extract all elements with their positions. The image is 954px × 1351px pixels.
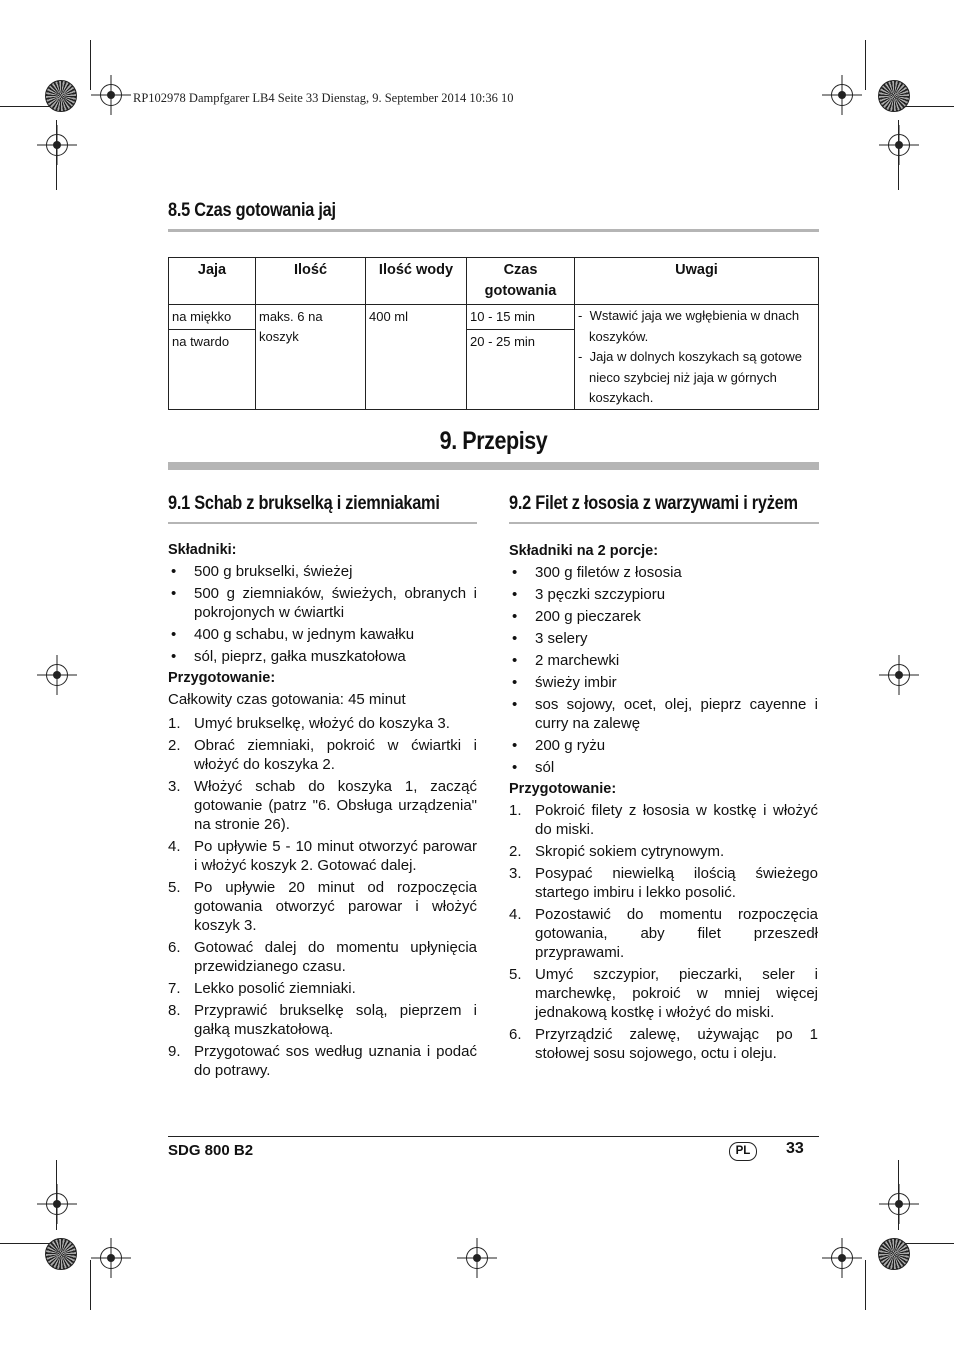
list-item: 9. Przygotować sos według uznania i podać do potrawy. (168, 1043, 477, 1079)
list-item: • 3 pęczki szczypioru (509, 585, 818, 604)
list-item: 1. Umyć brukselkę, włożyć do koszyka 3. (168, 715, 450, 732)
color-star-icon (878, 1238, 910, 1270)
list-item: • 300 g filetów z łososia (509, 563, 818, 582)
ingredients-list (168, 562, 477, 666)
chapter-divider (168, 462, 819, 470)
list-item: • 200 g ryżu (509, 736, 818, 755)
table-header-row (169, 258, 819, 305)
recipe-92 (509, 539, 818, 1066)
list-item: • 500 g brukselki, świeżej (168, 562, 477, 581)
recipe-divider (509, 522, 819, 524)
time-cell (467, 305, 575, 410)
notes-cell (575, 305, 819, 410)
registration-mark-icon (831, 1247, 853, 1269)
list-item: • sól (509, 758, 818, 777)
chapter-title: 9. Przepisy (439, 427, 548, 455)
list-item: 7. Lekko posolić ziemniaki. (168, 980, 356, 997)
registration-mark-icon (831, 84, 853, 106)
registration-mark-icon (46, 664, 68, 686)
note-item: - Jaja w dolnych koszykach są gotowe nieco szybciej niż jaja w górnych koszykach. (578, 349, 803, 405)
color-star-icon (45, 1238, 77, 1270)
list-item: 2. Skropić sokiem cytrynowym. (509, 843, 725, 860)
section-divider (168, 229, 819, 232)
list-item: • sól, pieprz, gałka muszkatołowa (168, 647, 477, 666)
steps-list (509, 801, 818, 1063)
registration-mark-icon (888, 664, 910, 686)
registration-mark-icon (100, 84, 122, 106)
table-header-cell: Ilość wody (366, 258, 467, 305)
list-item: • 500 g ziemniaków, świeżych, obranych i pokrojonych w ćwiartki (168, 584, 477, 622)
language-badge: PL (729, 1142, 757, 1161)
recipe-divider (168, 522, 477, 524)
color-star-icon (45, 80, 77, 112)
footer-divider (168, 1136, 819, 1137)
list-item: 4. Pozostawić do momentu rozpoczęcia gotowania, aby filet przeszedł przyprawami. (509, 906, 818, 961)
ingredients-label: Składniki: (168, 542, 237, 558)
registration-mark-icon (100, 1247, 122, 1269)
list-item: 3. Posypać niewielką ilością świeżego startego imbiru i lekko posolić. (509, 865, 818, 901)
list-item: 3. Włożyć schab do koszyka 1, zacząć gotowanie (patrz "6. Obsługa urządzenia" na stronie 26). (168, 778, 477, 833)
eggs-cell (169, 305, 256, 410)
color-star-icon (878, 80, 910, 112)
water-cell (366, 305, 467, 410)
amount-cell (256, 305, 366, 410)
recipe-title: 9.1 Schab z brukselką i ziemniakami (168, 493, 440, 514)
note-item: - Wstawić jaja we wgłębienia w dnach koszyków. (578, 308, 800, 344)
table-header-cell: Czas gotowania (467, 258, 575, 305)
print-header: RP102978 Dampfgarer LB4 Seite 33 Dienstag, 9. September 2014 10:36 10 (133, 91, 514, 105)
list-item: 5. Po upływie 20 minut od rozpoczęcia gotowania otworzyć parowar i włożyć koszyk 3. (168, 879, 477, 934)
list-item: 8. Przyprawić brukselkę solą, pieprzem i gałką muszkatołową. (168, 1002, 477, 1038)
registration-mark-icon (46, 1193, 68, 1215)
registration-mark-icon (888, 134, 910, 156)
list-item: 1. Pokroić filety z łososia w kostkę i włożyć do miski. (509, 802, 818, 838)
list-item: • świeży imbir (509, 673, 818, 692)
amount-value: maks. 6 na koszyk (259, 309, 323, 344)
list-item: • 200 g pieczarek (509, 607, 818, 626)
preparation-label: Przygotowanie: (168, 670, 276, 686)
table-header-cell: Jaja (169, 258, 256, 305)
list-item: 6. Gotować dalej do momentu upłynięcia przewidzianego czasu. (168, 939, 477, 975)
list-item: 5. Umyć szczypior, pieczarki, seler i marchewkę, pokroić w mniej więcej jednakową kostkę i włożyć do miski. (509, 966, 818, 1021)
list-item: • 2 marchewki (509, 651, 818, 670)
egg-cooking-table (168, 257, 819, 410)
registration-mark-icon (466, 1247, 488, 1269)
egg-type: na twardo (169, 329, 255, 354)
recipe-title: 9.2 Filet z łososia z warzywami i ryżem (509, 493, 798, 514)
preparation-label: Przygotowanie: (509, 781, 617, 797)
table-header-cell: Ilość (256, 258, 366, 305)
list-item: 2. Obrać ziemniaki, pokroić w ćwiartki i włożyć do koszyka 2. (168, 737, 477, 773)
list-item: 6. Przyrządzić zalewę, używając po 1 stołowej sosu sojowego, octu i oleju. (509, 1026, 818, 1062)
table-row (169, 305, 819, 410)
list-item: 4. Po upływie 5 - 10 minut otworzyć parowar i włożyć koszyk 2. Gotować dalej. (168, 838, 477, 874)
ingredients-list (509, 563, 818, 777)
total-time: Całkowity czas gotowania: 45 minut (168, 691, 406, 708)
page-number: 33 (786, 1140, 804, 1157)
egg-type: na miękko (172, 309, 232, 324)
section-title: 8.5 Czas gotowania jaj (168, 200, 336, 221)
steps-list (168, 714, 477, 1080)
registration-mark-icon (888, 1193, 910, 1215)
table-header-cell: Uwagi (575, 258, 819, 305)
time-value: 10 - 15 min (470, 309, 536, 324)
list-item: • sos sojowy, ocet, olej, pieprz cayenne i curry na zalewę (509, 695, 818, 733)
time-value: 20 - 25 min (467, 329, 574, 354)
recipe-91 (168, 538, 477, 1083)
registration-mark-icon (46, 134, 68, 156)
ingredients-label: Składniki na 2 porcje: (509, 543, 659, 559)
list-item: • 400 g schabu, w jednym kawałku (168, 625, 477, 644)
water-value: 400 ml (369, 309, 409, 324)
list-item: • 3 selery (509, 629, 818, 648)
footer-model: SDG 800 B2 (168, 1142, 254, 1159)
